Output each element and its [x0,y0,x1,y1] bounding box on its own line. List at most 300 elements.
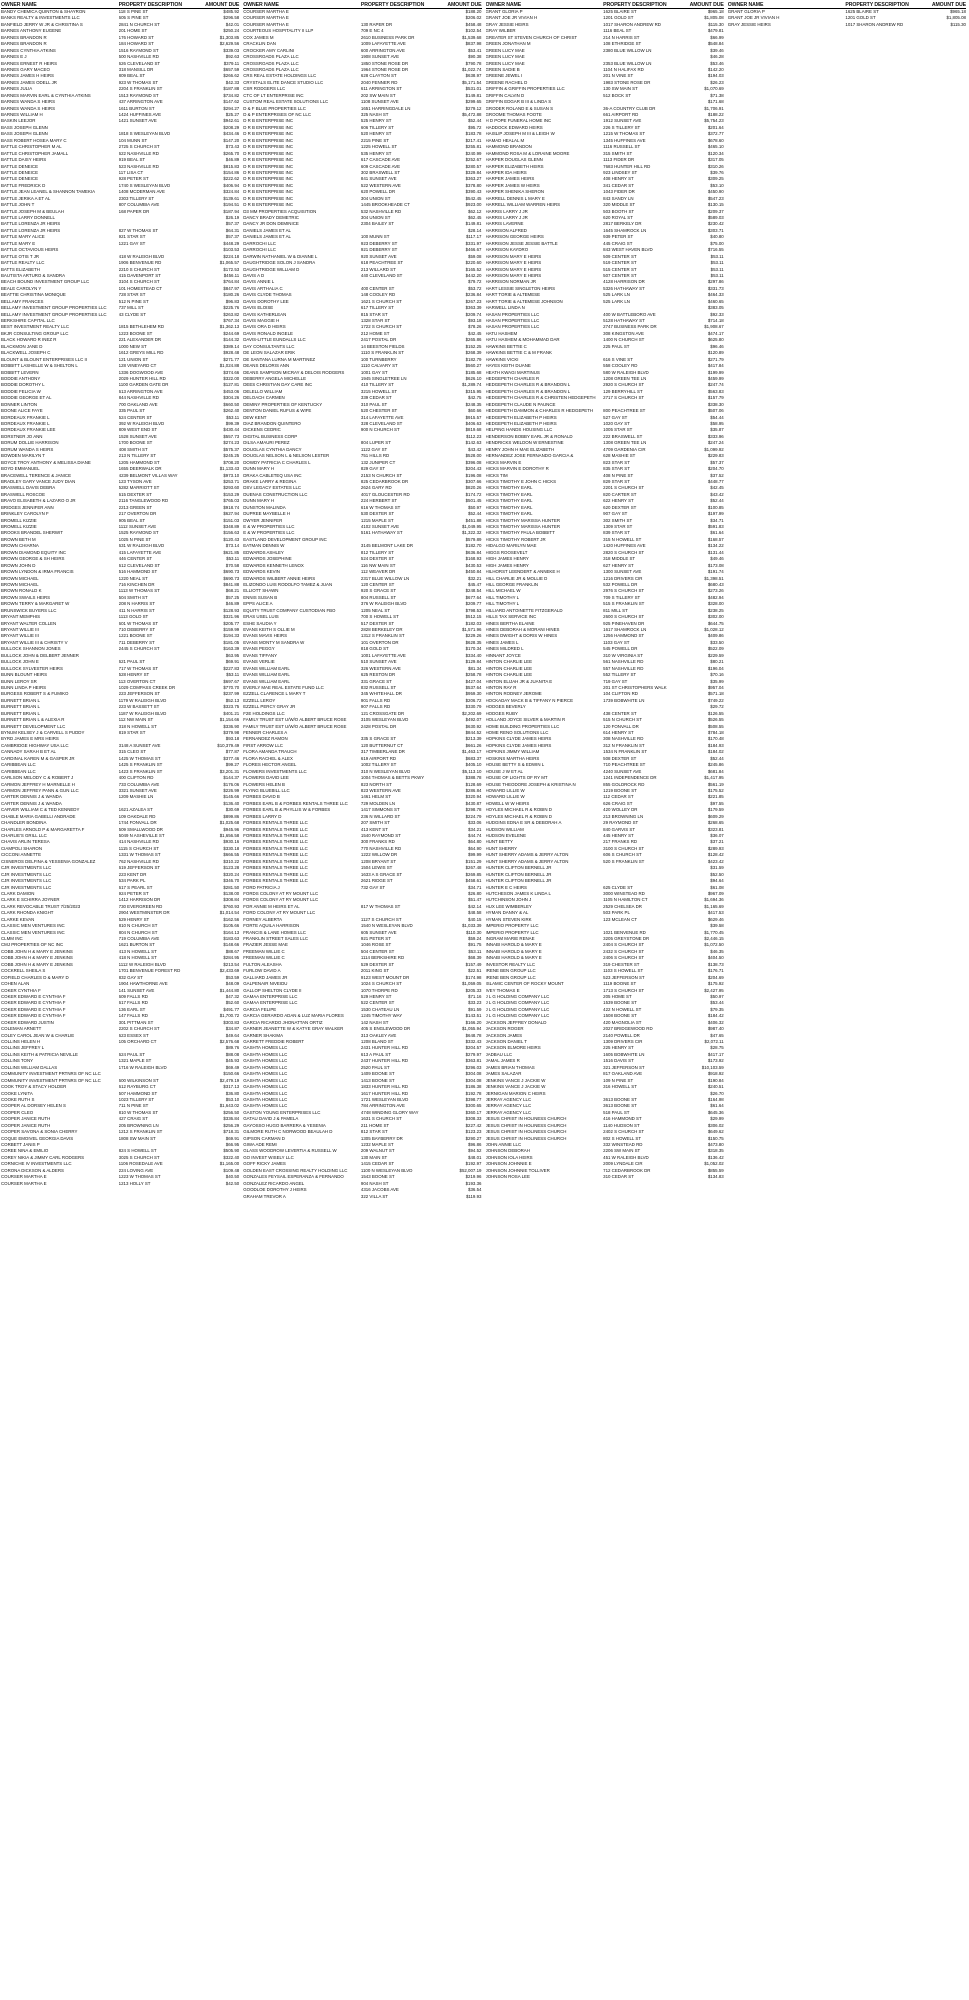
property-description-cell: 807 COLUMBIA AVE [118,202,160,208]
property-description-cell: 223 JEFFERSON ST [118,691,161,697]
owner-name-cell: JOHNSON JOHNNIE TOLLIVER [485,1167,550,1173]
property-description-cell: 3613 BOONE ST [603,1103,637,1109]
property-description-cell: 844 NASHVILLE RD [118,395,159,401]
owner-name-cell: DIGITAL BUSINESS CORP [243,433,298,439]
owner-name-cell: DEES CHRISTIAN DAY CARE INC [243,382,313,388]
owner-name-cell: BATTLE DAISY HEIRS [1,157,47,163]
property-description-cell: 710 PEACHTREE ST [603,762,646,768]
amount-due-cell: $209.74 [465,311,482,317]
owner-name-cell: HICKS TIMOTHY EARL [485,511,533,517]
owner-name-cell: BROWN MICHAEL [1,581,39,587]
amount-due-cell: $152.25 [465,343,482,349]
property-description-cell: 100 TURNBERRY [360,356,397,362]
property-description-cell: 335 S GRACE ST [360,736,397,742]
owner-name-cell: HAISLIP JOSEPH M III & LEIGH W [485,131,555,137]
property-description-cell: 515 N CHURCH ST [603,717,642,723]
owner-name-cell: CARDINAL KAREN M & GASPER JR [1,755,75,761]
property-description-cell: 1187 W RALEIGH BLVD [118,710,167,716]
owner-name-cell: BELLAMY INVESTMENT GROUP PROPERTIES LLC [1,311,107,317]
owner-name-cell: FLOWERS INVESTMENTS LLC [243,768,307,774]
owner-name-cell: HIGH JAMES HENRY [485,556,529,562]
owner-name-cell: BOWDEN MARILYN T [1,453,45,459]
property-description-cell: 1105 N HAMILTON CT [603,897,648,903]
property-description-cell: 928 PETER ST [118,176,149,182]
property-description-cell: 839 STAR ST [603,530,630,536]
owner-name-cell: DOUGLAS NELSON L & NELSON LESTER [243,453,330,459]
owner-name-cell: INNABI HAROLD & MARY E [485,942,542,948]
owner-name-cell: CHAVIS ARLIN TERESA [1,839,50,845]
owner-name-cell: CRACKLIN DAN [243,41,276,47]
property-description-cell: 1412 HARRISON DR [118,897,161,903]
amount-due-cell: $99.39 [225,421,240,426]
property-description-cell: 2820 S CHURCH ST [603,549,645,555]
amount-due-cell: $219.96 [465,1174,482,1180]
amount-due-cell: $64.90 [468,845,482,851]
property-description-cell: 302 BRASWELL ST [360,169,401,175]
owner-name-cell: DANCY JR DON DEMINICE [243,221,299,227]
amount-due-cell: $561.19 [707,781,724,787]
amount-due-cell: $70.16 [710,672,724,678]
owner-name-cell: HICKS MARVIN E [485,459,522,465]
amount-due-cell: $112.23 [465,433,482,439]
owner-name-cell: GREEN LUCY MAE [485,54,525,60]
amount-due-cell: $1,154.66 [219,717,240,723]
property-description-cell: 2529 CHELSEA DR [603,903,642,909]
owner-name-cell: COREY NIKIA & JIMMY CARL RODGERS [1,1154,85,1160]
property-description-cell: 2027 BRIDGEWOOD RD [603,1026,653,1032]
property-description-cell: 810 N CHURCH ST [118,923,158,929]
property-description-cell: 2116 TANGLEWOOD RD [118,498,169,504]
table-row [1,1181,239,1187]
amount-due-cell: $172.53 [223,266,240,272]
owner-name-cell: HAMMOND BRANDON [485,144,532,150]
property-description-cell: 148 COOLEY RD [360,292,396,298]
owner-name-cell: BORDEAUX FRANKIE L [1,421,50,426]
owner-name-cell: COBB JOHN H & MARY E JENKINS [1,955,73,961]
property-description-cell: 1020 GAY ST [603,421,630,426]
amount-due-cell: $317.05 [707,157,724,163]
amount-due-cell: $528.00 [465,453,482,459]
owner-name-cell: HINES DEBORAH & MORANI HINES [485,627,560,632]
property-description-cell: 408 N PINE ST [603,472,634,478]
owner-name-cell: BYRD JAMES E MRS HEIRS [1,736,59,742]
owner-name-cell: BROWN BETH M [1,536,36,542]
owner-name-cell: HEDGEPETH DAMMON & CHARLES R HEDGEPETH [485,408,594,414]
property-description-cell: 1221 GAY ST [118,240,146,246]
amount-due-cell: $1,072.50 [704,942,724,948]
owner-name-cell: HILLS TAX SERVICE INC [485,614,537,620]
amount-due-cell: $30.69 [225,807,240,813]
amount-due-cell: $94.52 [468,1148,482,1154]
property-description-cell: 1513 RAYMOND ST [118,92,159,98]
property-description-cell: 101 OVERTON DR [360,639,399,645]
property-description-cell: 1140 HUDSON ST [603,1122,640,1128]
amount-due-cell: $1,014.54 [219,910,240,916]
owner-name-cell: DUNSTON MALINDA [243,504,286,510]
owner-name-cell: DARROCHI LLC [243,247,276,253]
owner-name-cell: BROWN DIAMOND EQUITY INC [1,549,67,555]
owner-name-cell: CISNEROS DELFINA & YESSENIA GONZALEZ [1,858,96,864]
owner-name-cell: COBB JOHN H & MARY E JENKINS [1,948,73,954]
owner-name-cell: DAUGHTRIDGE WILLIAM D [243,266,300,272]
property-description-cell: 523 JEFFERSON ST [603,974,645,980]
owner-name-cell: DAVIS KATHERLEAN [243,311,287,317]
amount-due-cell: $28.14 [468,227,482,233]
property-description-cell: 709 E NC 4 [360,28,384,34]
amount-due-cell: $1,070.69 [704,86,724,92]
owner-name-cell: D R B ENTERPRISE INC [243,118,294,124]
property-description-cell: 631 W RALEIGH BLVD [118,543,165,549]
amount-due-cell: $271.77 [223,356,240,362]
owner-name-cell: CORBETT JANIS P [1,1142,40,1147]
owner-name-cell: COOPER AL DORSEY HELEN S [1,1103,66,1109]
property-description-cell: 710 DEBERRY ST [118,627,156,632]
owner-name-cell: CARTER DENNIS J & WANDA [1,800,62,806]
owner-name-cell: D3 MM PROPERTIES ACQUISITION [243,208,317,214]
owner-name-cell: BORUM DOLLIE HARRISON [1,440,59,446]
property-description-cell: 2445 S CHURCH ST [118,646,160,652]
amount-due-cell: $967.09 [707,890,724,896]
property-description-cell: 1912 SUNSET AVE [603,118,642,124]
property-description-cell: 809 WEST END ST [118,427,158,433]
owner-name-cell: BAUTISTA ARTURO & SANDRA [1,272,66,278]
property-description-cell: 2210 S CHURCH ST [118,266,160,272]
owner-name-cell: COX JAMES M [243,34,274,40]
property-description-cell: 1516 RAYMOND ST [118,47,159,53]
amount-due-cell: $899.86 [223,813,240,819]
property-description-cell: 315 CLEO ST [118,749,146,755]
amount-due-cell: $280.57 [465,163,482,169]
amount-due-cell: $321.96 [223,614,240,620]
property-description-cell: 112 CEDAR ST [603,794,634,800]
amount-due-cell: $973.10 [223,472,240,478]
amount-due-cell: $308.84 [223,897,240,903]
amount-due-cell: $430.87 [465,800,482,806]
property-description-cell: 5282 MARRIOTT ST [118,485,160,491]
owner-name-cell: JOHNSON JOHNNIE E [485,1161,532,1167]
amount-due-cell: $716.55 [707,247,724,253]
amount-due-cell: $244.69 [223,330,240,336]
owner-name-cell: HENRY JOHN H MAE ELIZABETH [485,446,555,452]
owner-name-cell: HERNANDEZ JOSE FERNANDO GARCIA & [485,453,574,459]
amount-due-cell: $268.65 [707,820,724,826]
amount-due-cell: $322.00 [223,375,240,381]
property-description-cell: 820 CARTER ST [603,491,637,497]
owner-name-cell: BOONE ALICE FAYE [1,408,43,414]
owner-name-cell: BORSTNER JO ANN [1,433,43,439]
amount-due-cell: $1,303.85 [219,34,240,40]
owner-name-cell: HASAN PROPERTIES LLC [485,311,540,317]
owner-name-cell: HIGH JAMES HENRY [485,562,529,568]
property-description-cell: 2040 FENNER RD [360,79,398,85]
property-description-cell: 622 NASHVILLE RD [118,150,159,156]
property-description-cell: 622 HENRY ST [603,498,634,504]
property-description-cell: 1413 BOONE ST [360,1077,395,1083]
owner-name-cell: DWYER JENNIFER [243,517,283,523]
amount-due-cell: $417.17 [707,1051,724,1057]
amount-due-cell: $53.11 [226,556,240,562]
owner-name-cell: FENNER CHARLES A [243,730,288,735]
amount-due-cell: $136.40 [223,800,240,806]
amount-due-cell: $174.98 [465,974,482,980]
amount-due-header: AMOUNT DUE [205,2,240,8]
property-description-cell: 1220 NEAL ST [118,575,148,581]
owner-name-cell: COURTEOUS HOSPITALITY II LLP [243,28,314,34]
amount-due-cell: $372.77 [707,131,724,137]
amount-due-cell: $317.13 [223,1084,240,1090]
amount-due-cell: $29.72 [710,704,724,710]
property-description-cell: 2904 WESTMINSTER DR [118,910,170,916]
amount-due-cell: $144.32 [223,337,240,343]
owner-name-cell: HICKS TIMOTHY PAULA BOBBITT [485,530,555,536]
property-description-cell: 2610 BUSINESS PARK DR [360,34,415,40]
owner-name-cell: DRAKE LARRY & REGINA [243,478,297,484]
owner-name-cell: FORBES RENTALS THREE LLC [243,871,308,877]
amount-due-cell: $690.73 [223,569,240,575]
owner-name-cell: EDWARDS JOSEPHINE [243,556,292,562]
amount-due-cell: $837.98 [465,41,482,47]
property-description-cell: 843 WEST HAVEN BLVD [603,247,653,253]
owner-name-cell: BRIDGES JENNIFER ANN [1,504,54,510]
property-description-cell: 617 S PEARL ST [118,884,153,890]
property-description-cell: 3105 WESLEYAN BLVD [360,717,409,723]
owner-name-cell: GATAU DAVID J & PAMELA [243,1116,299,1122]
amount-due-cell: $2,433.69 [219,968,240,974]
owner-name-cell: HINTON RODNEY JEROME [485,691,542,697]
property-description-cell: 2624 GARY RD [360,485,392,491]
property-description-cell: 905 BEAL ST [118,517,146,523]
property-description-cell: 1116 RUSSELL ST [603,144,641,150]
amount-due-cell: $928.48 [223,350,240,356]
amount-due-cell: $73.43 [225,144,240,150]
owner-name-cell: DICKENS CEDRIC [243,427,281,433]
amount-due-cell: $138.00 [223,890,240,896]
owner-name-cell: GALLOP SHELTON CLYDE II [243,987,302,993]
amount-due-cell: $267.23 [465,298,482,304]
amount-due-cell: $625.80 [707,337,724,343]
property-description-cell: 217 OVERTON DR [118,511,157,517]
property-description-cell: 319 CHESTER ST [603,961,640,967]
property-description-cell: 328 CLEVELAND ST [360,421,403,426]
amount-due-cell: $204.43 [465,466,482,472]
property-description-cell: 2317 BLUE WILLOW LN [360,575,410,581]
owner-name-cell: HART TORIE & ALTEMESE [485,292,540,298]
property-description-cell: 1336 DOGWOOD AVE [118,369,164,375]
column-rows [1,9,239,1187]
owner-name-cell: FORBES RENTALS THREE LLC [243,820,308,826]
property-description-cell: 812 STAR ST [360,1129,388,1135]
amount-due-cell: $626.10 [465,375,482,381]
amount-due-cell: $297.86 [707,279,724,285]
property-description-cell: 1964 STONE ROSE DR [360,66,409,72]
owner-name-cell: CMJ PROPERTIES OF NC INC [1,942,64,948]
property-description-cell: 109 N PINE ST [603,1077,634,1083]
owner-name-cell: D R B ENTERPRISE INC [243,124,294,130]
property-description-cell: 503 BOOTH ST [603,208,635,214]
owner-name-cell: CSR RODGERS LLC [243,86,286,92]
amount-due-cell: $64.31 [225,227,240,233]
owner-name-cell: BROMELL KIZZIE [1,524,37,529]
owner-name-cell: BONNER LINTON [1,401,38,407]
property-description-cell: 907 FALLS RD [360,704,391,710]
owner-name-cell: HARRIS LARRY J JR [485,208,528,214]
amount-due-cell: $175.92 [707,981,724,987]
property-description-cell: 1113 GOLD ST [118,614,149,620]
owner-name-cell: HARPER DOUGLAS GLENN [485,157,543,163]
property-description-cell: 2600 S CHURCH ST [603,614,645,620]
property-description-cell: 207 SMITH ST [360,820,390,826]
amount-due-cell: $230.42 [707,221,724,227]
amount-due-cell: $609.29 [707,813,724,819]
property-description-cell: 427 CRAIG ST [118,1116,148,1122]
amount-due-cell: $96.46 [710,343,724,349]
amount-due-cell: $1,065.57 [219,260,240,266]
property-description-cell: 410 TILLERY ST [360,382,394,388]
property-description-cell: 109 OAKDALE RD [118,813,156,819]
owner-name-cell: HARWELL LINDA N [485,305,525,311]
amount-due-cell: $32.21 [468,575,482,581]
amount-due-cell: $145.66 [223,794,240,800]
property-description-cell: 561 NASHVILLE RD [603,659,644,665]
owner-name-cell: HOPKINS CLYDE JAMES HEIRS [485,736,552,742]
property-description-cell: 2406 S CHURCH ST [603,955,645,961]
amount-due-cell: $53.59 [225,974,240,980]
amount-due-cell: $225.76 [223,305,240,311]
amount-due-cell: $53.11 [226,672,240,678]
property-description-cell: 2841 N CHURCH ST [118,21,160,27]
owner-name-cell: INNABI HAROLD & MARY E [485,955,542,961]
property-description-cell: 120 FONVALL DR [603,723,639,729]
amount-due-cell: $196.08 [465,472,482,478]
owner-name-cell: COREE NINA & EMILIO [1,1148,49,1154]
owner-name-cell: EVERLY MAE REAL ESTATE FUND LLC [243,684,324,690]
owner-name-cell: ELIZONDO LUIS RODOLFO TAMEZ & JUAN [243,581,333,587]
owner-name-cell: CLASSIC MEN VENTURES INC [1,923,65,929]
amount-due-cell: $53.11 [226,414,240,420]
owner-name-cell: HOUSE THEODORE JOSEPH & KRISTINA N [485,781,576,787]
owner-name-cell: HICKS TIMOTHY MARISSA HUNTER [485,517,560,523]
amount-due-cell: $159.99 [223,627,240,632]
column-rows [486,9,724,1181]
amount-due-cell: $770.70 [223,684,240,690]
owner-name-cell: FORD PATRICIA J [243,884,280,890]
owner-name-cell: HAWKINS BETTIE C & M FRANK [485,350,552,356]
owner-name-cell: BATTLE DENEICE [1,176,39,182]
amount-due-cell: $1,571.96 [461,627,482,632]
owner-name-cell: BROWN SWAILS HEIRS [1,594,51,600]
amount-due-cell: $657.59 [223,66,240,72]
amount-due-cell: $764.84 [223,279,240,285]
amount-due-cell: $629.46 [707,916,724,922]
property-description-cell: 36-A COUNTRY CLUB DR [603,105,656,111]
amount-due-cell: $183.78 [465,131,482,137]
amount-due-cell: $179.59 [707,807,724,813]
amount-due-cell: $168.93 [465,556,482,562]
amount-due-cell: $5,171.54 [461,79,482,85]
property-description-cell: 508 DEXTER ST [603,755,637,761]
owner-name-cell: J L G HOLDING COMPANY LLC [485,993,550,999]
owner-name-cell: HARPER JAMES W HEIRS [485,182,540,188]
property-description-cell: 901 FALLS RD [360,697,391,703]
owner-name-cell: FOR ANNIE M HEIRS ET AL [243,903,300,909]
property-description-cell: 205 HOME ST [603,993,632,999]
amount-due-cell: $53.41 [468,47,482,53]
owner-name-cell: DEW KENT [243,414,267,420]
amount-due-cell: $1,908.67 [704,324,724,330]
property-description-cell: 1110 CALVARY ST [360,363,398,369]
property-description-cell: 628 CLAYTON ST [360,73,397,79]
property-description-cell: 827 W THOMAS ST [118,227,159,233]
owner-name-cell: COMMUNITY INVESTMENT PRTNRS OF NC LLC [1,1071,101,1077]
owner-name-cell: BEATTIE CHRISTINA MONIQUE [1,292,66,298]
property-description-cell: 132 JUNIPER CT [360,459,396,465]
owner-name-cell: JERRAY AGENCY LLC [485,1103,532,1109]
property-description-cell: 322 VILLA ST [360,1193,388,1199]
amount-due-cell: $42.01 [225,21,240,27]
property-description-cell: 1445 BROOKHEADE CT [360,202,410,208]
property-description-cell: 310 N WESLEYAN BLVD [360,768,411,774]
owner-name-cell: HUNTER E C HEIRS [485,884,527,890]
owner-name-cell: GREEN SADIE B [485,66,520,72]
owner-name-cell: BULLOCK JOHN & DELBERT JENNER [1,652,79,658]
amount-due-cell: $847.97 [223,285,240,291]
amount-due-cell: $5,472.88 [461,112,482,117]
owner-name-cell: BANKS REALTY & INVESTMENTS LLC [1,15,80,21]
property-description-cell: 523 NASHVILLE RD [118,163,159,169]
amount-due-cell: $508.55 [707,723,724,729]
property-description-cell: 507 CENTER ST [603,272,637,278]
owner-name-cell: FERNANDEZ RAMON [243,736,288,742]
amount-due-cell: $46.89 [225,601,240,607]
amount-due-cell: $298.78 [465,807,482,813]
amount-due-cell: $43.42 [710,491,724,497]
amount-due-cell: $460.65 [707,298,724,304]
property-description-cell: 123 TYSON AVE [118,478,152,484]
amount-due-cell: $35.99 [710,678,724,684]
owner-name-cell: DUNN MARY H [243,498,275,504]
property-description-cell: 921 PETER ST [360,936,391,941]
property-description-cell: 4316 JACOBS AVE [360,1187,399,1193]
amount-due-cell: $563.83 [707,388,724,394]
owner-name-cell: EDWARDS WILBERT ANNIE HEIRS [243,575,316,581]
property-description-cell: 525 LARK LN [603,292,630,298]
property-description-cell: 661 AIRPORT RD [603,112,639,117]
amount-due-cell: $987.40 [707,1026,724,1032]
property-description-cell: 217 FRANKS RD [603,839,638,845]
amount-due-cell: $192.78 [465,1090,482,1096]
property-description-cell: 315 SMITH ST [603,150,633,156]
amount-due-cell: $52.44 [468,118,482,124]
amount-due-cell: $52.44 [710,498,724,504]
owner-name-cell: BEST INVESTMENT REALTY LLC [1,324,69,330]
owner-name-cell: BROWN TERRY & MARGARET W [1,601,70,607]
property-description-cell: 1208 BLAND ST [360,1039,394,1044]
owner-name-cell: HICKS MARVIN E DOROTHY R [485,466,549,472]
amount-due-cell: $57.37 [225,234,240,240]
owner-name-cell: HICKS TIMOTHY ROBERT JR [485,536,546,542]
amount-due-cell: $26.19 [225,215,240,220]
property-description-cell: 414 NASHVILLE RD [118,839,159,845]
owner-name-cell: GOFF RICKY JAMES [243,1161,286,1167]
property-description-cell: 4102 SUNSET AVE [360,524,400,529]
property-description-cell: 1179 W RALEIGH BLVD [118,697,167,703]
property-description-cell: 1408 MCDERMAN AVE [118,189,165,195]
owner-name-cell: HEDGEPETH CHARLES R & CHRISTEN HEDGEPETH [485,395,596,401]
owner-name-cell: GIPSON CARMAN D [243,1135,285,1141]
amount-due-cell: $170.48 [707,736,724,742]
owner-name-cell: JACKSON ELMORE HEIRS [485,1045,541,1051]
owner-name-cell: FORBES RENTALS THREE LLC [243,826,308,832]
